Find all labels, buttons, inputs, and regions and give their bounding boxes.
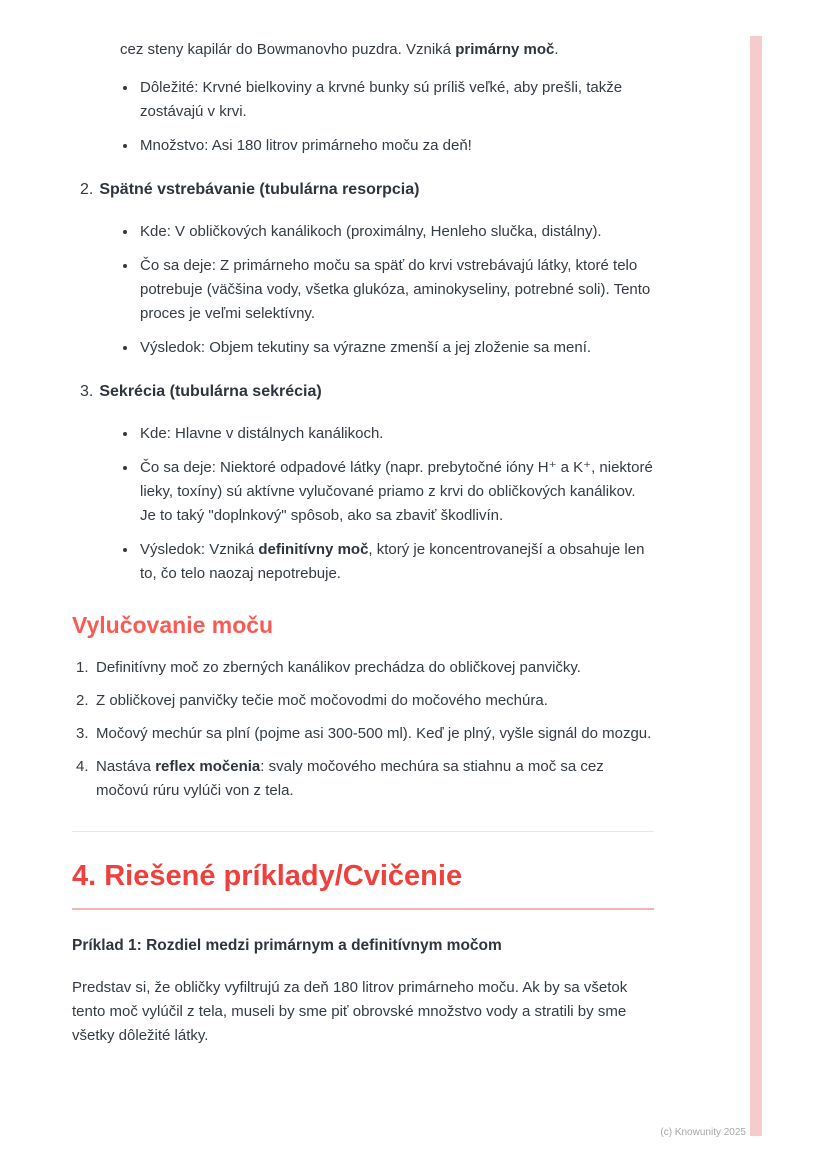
text-segment: Výsledok: Vzniká — [140, 541, 259, 558]
example-paragraph: Predstav si, že obličky vyfiltrujú za deň 180 litrov primárneho moču. Ak by sa všetok tento moč vylúčil z tela, museli by sme piť obrovské množstvo vody a stratili by sme všetky dôležité látky. — [72, 979, 628, 1044]
numbered-heading-sekrecia — [80, 380, 654, 404]
bullet-list-resorpcia — [72, 220, 654, 360]
bold-term-reflex-mocenia: reflex močenia — [155, 758, 261, 775]
list-item: • Výsledok: Objem tekutiny sa výrazne zmenší a jej zloženie sa mení. — [138, 336, 654, 360]
item-text: Močový mechúr sa plní (pojme asi 300-500 ml). Keď je plný, vyšle signál do mozgu. — [96, 725, 652, 742]
numbered-heading-resorpcia — [80, 178, 654, 202]
item-number: 3. — [76, 725, 89, 742]
text-segment: cez steny kapilár do Bowmanovho puzdra. Vzniká — [120, 41, 456, 58]
item-text: Definitívny moč zo zberných kanálikov prechádza do obličkovej panvičky. — [96, 659, 581, 676]
bullet-list-sekrecia — [72, 422, 654, 586]
item-number: 1. — [76, 659, 89, 676]
numbered-item — [76, 755, 654, 803]
item-text: Z obličkovej panvičky tečie moč močovodmi do močového mechúra. — [96, 692, 548, 709]
footer-credit: (c) Knowunity 2025 — [660, 1127, 746, 1138]
list-item: • Čo sa deje: Z primárneho moču sa späť do krvi vstrebávajú látky, ktoré telo potrebuje (väčšina vody, všetka glukóza, aminokyseliny, potrebné soli). Tento proces je veľmi selektívny. — [138, 254, 654, 326]
paragraph-continuation — [120, 38, 654, 62]
heading-text: Spätné vstrebávanie (tubulárna resorpcia) — [99, 181, 420, 198]
text-segment: , ktorý je koncentrovanejší a obsahuje len to, čo telo naozaj nepotrebuje. — [140, 541, 645, 582]
section-divider — [72, 831, 654, 832]
item-number: 2. — [80, 181, 94, 198]
item-number: 4. — [76, 758, 89, 775]
document-content — [72, 38, 654, 1048]
list-item: • Kde: Hlavne v distálnych kanálikoch. — [138, 422, 654, 446]
list-item: • Čo sa deje: Niektoré odpadové látky (napr. prebytočné ióny H⁺ a K⁺, niektoré lieky, toxíny) sú aktívne vylučované priamo z krvi do obličkových kanálikov. Je to taký "doplnkový" spôsob, ako sa zbaviť škodlivín. — [138, 456, 654, 528]
page-edge-stripe — [750, 36, 762, 1136]
text-segment: Nastáva — [96, 758, 156, 775]
numbered-list-vylucovanie — [76, 656, 654, 803]
example-heading: Príklad 1: Rozdiel medzi primárnym a definitívnym močom — [72, 937, 502, 954]
item-number: 2. — [76, 692, 89, 709]
heading-text: Sekrécia (tubulárna sekrécia) — [99, 383, 322, 400]
numbered-item — [76, 722, 654, 746]
bullet-list-filtration — [72, 76, 654, 158]
numbered-item — [76, 656, 654, 680]
list-item: • Množstvo: Asi 180 litrov primárneho moču za deň! — [138, 134, 654, 158]
list-item: • Kde: V obličkových kanálikoch (proximálny, Henleho slučka, distálny). — [138, 220, 654, 244]
bold-term-definitivny-moc: definitívny moč — [258, 541, 369, 558]
numbered-item — [76, 689, 654, 713]
main-heading-riesene-priklady: 4. Riešené príklady/Cvičenie — [72, 858, 654, 910]
item-text — [96, 755, 654, 803]
section-heading-vylucovanie: Vylučovanie moču — [72, 612, 274, 638]
list-item — [138, 538, 654, 586]
list-item: • Dôležité: Krvné bielkoviny a krvné bunky sú príliš veľké, aby prešli, takže zostávajú v krvi. — [138, 76, 654, 124]
text-segment: . — [554, 41, 559, 58]
text-segment: : svaly močového mechúra sa stiahnu a moč sa cez močovú rúru vylúči von z tela. — [96, 758, 604, 799]
bold-term-primarny-moc: primárny moč — [455, 41, 555, 58]
item-number: 3. — [80, 383, 94, 400]
